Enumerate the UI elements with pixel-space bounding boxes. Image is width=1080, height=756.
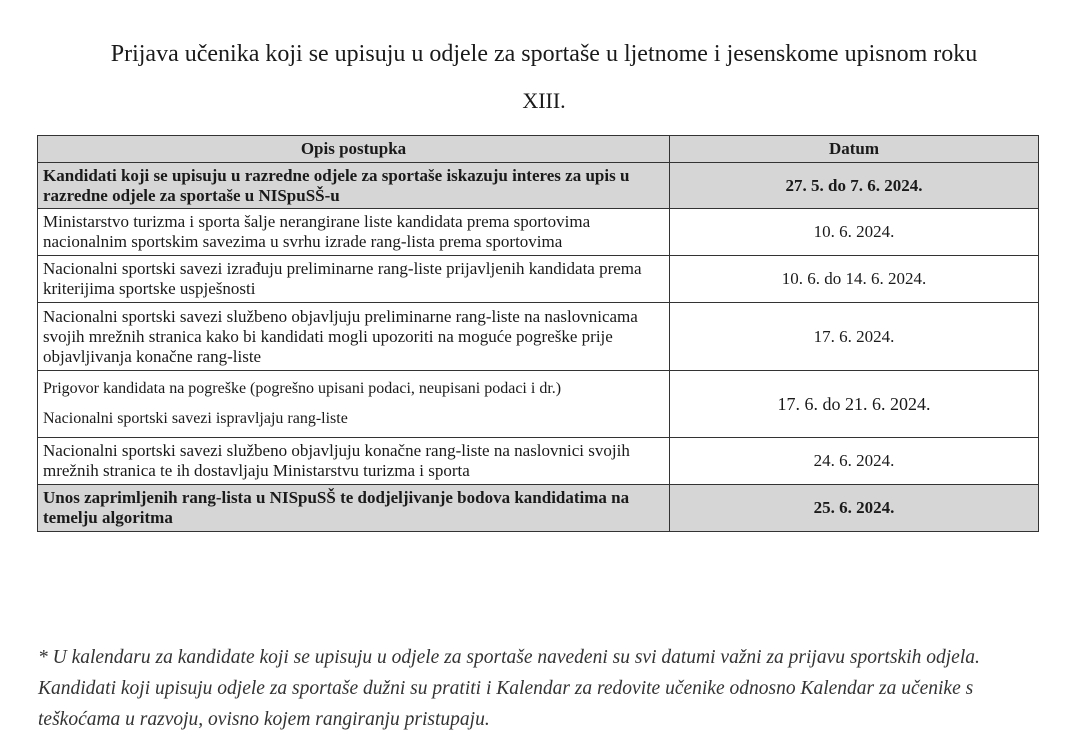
column-header-description: Opis postupka — [38, 136, 670, 163]
table-row — [38, 485, 1039, 532]
row-date: 10. 6. 2024. — [670, 209, 1039, 256]
table-row — [38, 303, 1039, 371]
footnote: * U kalendaru za kandidate koji se upisuju u odjele za sportaše navedeni su svi datumi važni za prijavu sportskih odjela. Kandidati koji upisuju odjele za sportaše dužni su pratiti i Kalendar za redovite učenike odnosno Kalendar za učenike s teškoćama u razvoju, ovisno kojem rangiranju pristupaju. — [38, 647, 980, 730]
row-description: Nacionalni sportski savezi službeno objavljuju konačne rang-liste na naslovnici svojih mrežnih stranica te ih dostavljaju Ministarstvu turizma i sporta — [38, 438, 670, 485]
section-number: XIII. — [522, 88, 566, 113]
row-description: Kandidati koji se upisuju u razredne odjele za sportaše iskazuju interes za upis u razredne odjele za sportaše u NISpuSŠ-u — [38, 163, 670, 209]
table-row — [38, 163, 1039, 209]
table-row — [38, 209, 1039, 256]
column-header-date: Datum — [670, 136, 1039, 163]
row-description: Unos zaprimljenih rang-lista u NISpuSŠ te dodjeljivanje bodova kandidatima na temelju algoritma — [38, 485, 670, 532]
row-description — [38, 371, 670, 438]
row-date: 27. 5. do 7. 6. 2024. — [670, 163, 1039, 209]
row-description: Nacionalni sportski savezi izrađuju preliminarne rang-liste prijavljenih kandidata prema kriterijima sportske uspješnosti — [38, 256, 670, 303]
row-date: 10. 6. do 14. 6. 2024. — [670, 256, 1039, 303]
row-date: 17. 6. 2024. — [670, 303, 1039, 371]
row-date: 24. 6. 2024. — [670, 438, 1039, 485]
table-row — [38, 256, 1039, 303]
row-description-correction: Nacionalni sportski savezi ispravljaju rang-liste — [43, 410, 348, 427]
table-header-row — [38, 136, 1039, 163]
row-description: Nacionalni sportski savezi službeno objavljuju preliminarne rang-liste na naslovnicama svojih mrežnih stranica kako bi kandidati mogli upozoriti na moguće pogreške prije objavljivanja konačne rang-liste — [38, 303, 670, 371]
row-date: 25. 6. 2024. — [670, 485, 1039, 532]
row-date: 17. 6. do 21. 6. 2024. — [670, 371, 1039, 438]
table-row — [38, 371, 1039, 438]
document-title: Prijava učenika koji se upisuju u odjele za sportaše u ljetnome i jesenskome upisnom roku — [110, 41, 978, 67]
schedule-table — [37, 135, 1039, 532]
row-description-objection: Prigovor kandidata na pogreške (pogrešno upisani podaci, neupisani podaci i dr.) — [43, 380, 562, 397]
row-description: Ministarstvo turizma i sporta šalje nerangirane liste kandidata prema sportovima nacionalnim sportskim savezima u svrhu izrade rang-lista prema sportovima — [38, 209, 670, 256]
table-row — [38, 438, 1039, 485]
